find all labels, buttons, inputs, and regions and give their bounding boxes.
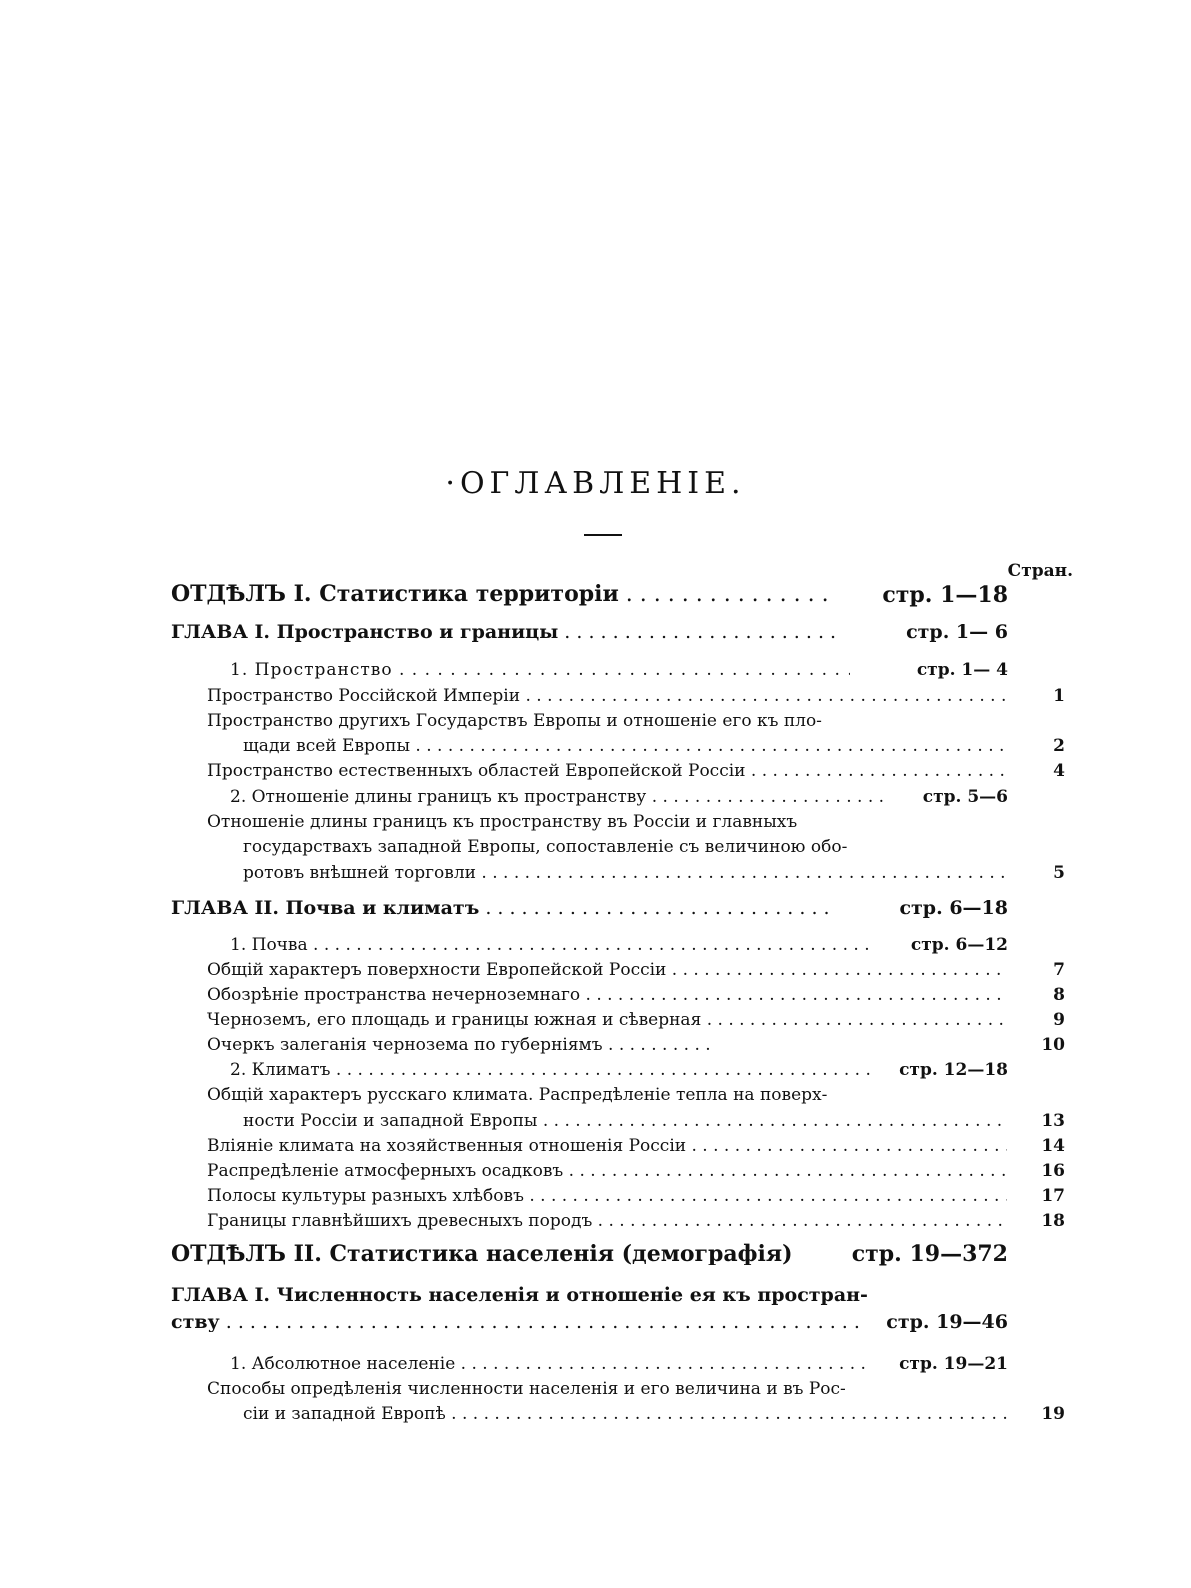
- toc-entry-text: ству . . .: [171, 1313, 861, 1332]
- toc-entry-page: 2: [1053, 736, 1065, 756]
- toc-entry-text: 1. Пространство . . .: [230, 662, 850, 679]
- toc-entry-text: Полосы культуры разныхъ хлѣбовъ . . .: [207, 1188, 1007, 1205]
- toc-entry-page: 1: [1053, 686, 1065, 706]
- toc-entry-text: Пространство Россійской Имперіи . . .: [207, 688, 1007, 705]
- toc-entry: [0, 1204, 1191, 1234]
- toc-chapter-heading: [0, 616, 1191, 646]
- toc-entry-text: государствахъ западной Европы, сопоставленіе съ величиною обо-: [243, 839, 848, 856]
- toc-entry: [0, 856, 1191, 886]
- toc-entry-text: ГЛАВА I. Численность населенія и отношеніе ея къ простран-: [171, 1286, 868, 1305]
- toc-entry-text: Пространство естественныхъ областей Европейской Россіи . . .: [207, 763, 1007, 780]
- toc-entry-text: 2. Отношеніе длины границъ къ пространству . . .: [230, 789, 890, 806]
- toc-entry-text: щади всей Европы . . .: [243, 738, 1008, 755]
- toc-entry-text: 1. Абсолютное населеніе . . .: [230, 1356, 870, 1373]
- toc-entry-text: Общій характеръ поверхности Европейской Россіи . . .: [207, 962, 1007, 979]
- toc-entry-page: 16: [1041, 1161, 1065, 1181]
- toc-entry-range: стр. 19—46: [886, 1311, 1008, 1333]
- page-title: ·ОГЛАВЛЕНІЕ.: [445, 466, 746, 501]
- toc-entry-text: Границы главнѣйшихъ древесныхъ породъ . . .: [207, 1213, 1007, 1230]
- toc-entry-page: 14: [1041, 1136, 1065, 1156]
- toc-entry-page: 9: [1053, 1010, 1065, 1030]
- title-rule: [584, 534, 622, 536]
- toc-entry-text: Обозрѣніе пространства нечерноземнаго . . .: [207, 987, 1007, 1004]
- toc-entry-page: 8: [1053, 985, 1065, 1005]
- toc-entry-text: ротовъ внѣшней торговли . . .: [243, 865, 1008, 882]
- toc-entry-range: стр. 1— 4: [916, 660, 1008, 680]
- toc-entry-text: ности Россіи и западной Европы . . .: [243, 1113, 1008, 1130]
- toc-entry-text: 1. Почва . . .: [230, 937, 870, 954]
- toc-entry-page: 19: [1041, 1404, 1065, 1424]
- toc-entry-text: Способы опредѣленія численности населенія и его величина и въ Рос-: [207, 1381, 846, 1398]
- toc-entry-text: Распредѣленіе атмосферныхъ осадковъ . . .: [207, 1163, 1007, 1180]
- toc-entry-range: стр. 6—12: [910, 935, 1008, 955]
- toc-entry-range: стр. 6—18: [899, 897, 1008, 919]
- toc-entry-text: Общій характеръ русскаго климата. Распредѣленіе тепла на поверх-: [207, 1087, 828, 1104]
- toc-entry-text: Пространство другихъ Государствъ Европы и отношеніе его къ пло-: [207, 713, 822, 730]
- toc-chapter-heading: [0, 892, 1191, 922]
- toc-entry-text: 2. Климатъ . . .: [230, 1062, 870, 1079]
- column-header: Стран.: [1007, 561, 1073, 581]
- toc-entry-range: стр. 19—21: [899, 1354, 1008, 1374]
- toc-entry-text: ГЛАВА I. Пространство и границы . . .: [171, 623, 836, 642]
- toc-entry-text: Черноземъ, его площадь и границы южная и сѣверная . . .: [207, 1012, 1007, 1029]
- toc-entry-text: Отношеніе длины границъ къ пространству въ Россіи и главныхъ: [207, 814, 798, 831]
- toc-entry-page: 17: [1041, 1186, 1065, 1206]
- toc-entry-range: стр. 1—18: [882, 582, 1008, 608]
- toc-section-heading: [0, 580, 1191, 610]
- toc-entry-range: стр. 12—18: [899, 1060, 1008, 1080]
- toc-entry-page: 10: [1041, 1035, 1065, 1055]
- toc-chapter-heading: [0, 1279, 1191, 1309]
- toc-entry-page: 13: [1041, 1111, 1065, 1131]
- toc-chapter-heading: [0, 1306, 1191, 1336]
- toc-entry-range: стр. 5—6: [922, 787, 1008, 807]
- toc-entry-page: 7: [1053, 960, 1065, 980]
- toc-entry-text: ОТДѢЛЪ II. Статистика населенія (демографія): [171, 1243, 793, 1265]
- toc-entry-page: 5: [1053, 863, 1065, 883]
- toc-entry: [0, 1397, 1191, 1427]
- toc-entry-text: ГЛАВА II. Почва и климатъ . . .: [171, 899, 836, 918]
- toc-entry-page: 18: [1041, 1211, 1065, 1231]
- toc-entry-range: стр. 1— 6: [906, 621, 1008, 643]
- toc-entry-text: Вліяніе климата на хозяйственныя отношенія Россіи . . .: [207, 1138, 1007, 1155]
- toc-entry-page: 4: [1053, 761, 1065, 781]
- toc-entry-text: сіи и западной Европѣ . . .: [243, 1406, 1008, 1423]
- toc-entry-text: ОТДѢЛЪ I. Статистика территоріи . . .: [171, 583, 831, 606]
- toc-section-heading: [0, 1239, 1191, 1269]
- toc-entry-range: стр. 19—372: [851, 1241, 1008, 1267]
- toc-entry-text: Очеркъ залеганія чернозема по губерніямъ . . .: [207, 1037, 717, 1054]
